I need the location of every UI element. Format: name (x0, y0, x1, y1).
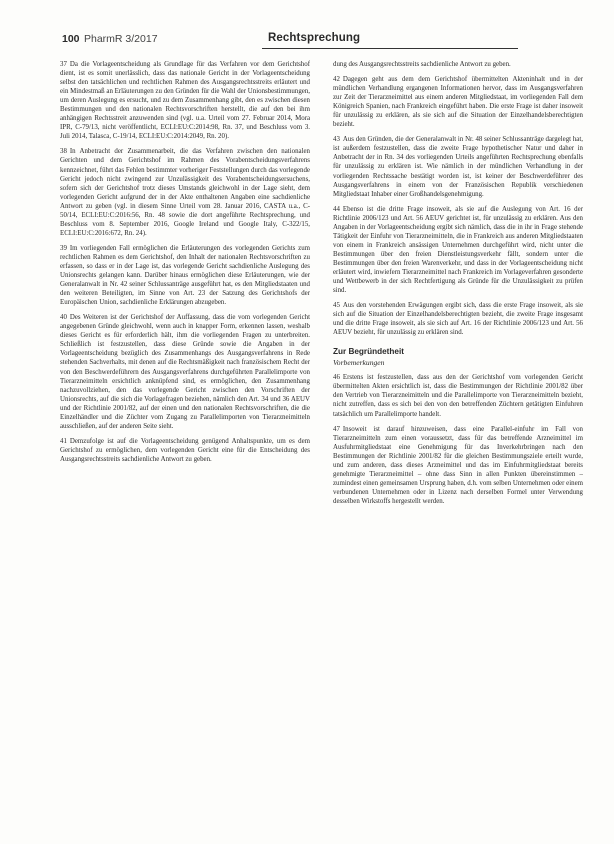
paragraph-text: Erstens ist festzustellen, dass aus den der Gerichtshof vom vorlegenden Gericht übermittelten Akten ersichtlich ist, dass die Bestimmungen der Richtlinie 2001/82 über den Vertrieb von Tierarzneimitteln und die Parallelimporte von Tierarzneimitteln bezieht, nicht zutreffen, dass es sich bei den von den betreffenden Züchtern getätigten Einfuhren tatsächlich um Parallelimporte handelt. (333, 374, 583, 418)
paragraph-text: Des Weiteren ist der Gerichtshof der Auffassung, dass die vom vorlegenden Gericht angegebenen Gründe gleichwohl, wenn auch in knapper Form, erkennen lassen, weshalb dieses Gericht es für erforderlich hält, ihm die vorliegenden Fragen zu unterbreiten. Schließlich ist festzustellen, dass diese Gründe sowie die Angaben in der Vorlageentscheidung bezüglich des Zusammenhangs des Ausgangsverfahrens in Rede stehenden Sachverhalts, mit denen auf die Rechtsmäßigkeit nach französischem Recht der von den Beschwerdeführern des Ausgangsverfahrens durchgeführten Parallelimporte von Tierarzneimitteln ersichtlich anknüpfend sind, es ermöglichen, den Zusammenhang nachzuvollziehen, den das vorlegende Gericht zwischen den Vorschriften der Unionsrechts, auf die sich die Vorlagefragen beziehen, nämlich den Art. 34 und 36 AEUV und der Richtlinie 2001/82, auf der einen und den nationalen Rechtsvorschriften, die die Einzelhändler und die Züchter vom Zugang zu Parallelimporten von Tierarzneimitteln ausschließen, auf der anderen Seite sieht. (60, 314, 310, 430)
paragraph-text: Ebenso ist die dritte Frage insoweit, als sie auf die Auslegung von Art. 16 der Richtlinie 2006/123 und Art. 56 AEUV gerichtet ist, für unzulässig zu erklären. Aus den Angaben in der Vorlageentscheidung ergibt sich nämlich, dass die in ihr in Frage stehende Tätigkeit der Einfuhr von Tierarzneimitteln, die in Frankreich aus anderen Mitgliedstaaten von einem in Frankreich ansässigen Unternehmen durchgeführt wird, nicht unter die Bestimmungen über den freien Dienstleistungsverkehr fällt, sondern unter die Bestimmungen über den freien Warenverkehr, und dass in der Vorlageentscheidung nicht erläutert wird, inwiefern Tierarzneimittel nach Frankreich im Vorlageverfahren gesonderte und Wettbewerb in der sich Rechtfertigung als Gründe für die Unzulässigkeit zu prüfen sind. (333, 205, 583, 295)
paragraph-number: 47 (333, 425, 340, 433)
paragraph-number: 39 (60, 244, 67, 252)
paragraph (333, 373, 583, 418)
paragraph-number: 41 (60, 437, 67, 445)
paragraph-text: Da die Vorlageentscheidung als Grundlage für das Verfahren vor dem Gerichtshof dient, ist es somit unerlässlich, dass das nationale Gericht in der Vorlageentscheidung selbst den tatsächlichen und rechtlichen Rahmen des Ausgangsrechtsstreits erläutert und ein Mindestmaß an Erläuterungen zu den Gründen für die Wahl der Unionsbestimmungen, um deren Auslegung es ersucht, und zu dem Zusammenhang gibt, den es zwischen diesen Bestimmungen und den nationalen Rechtsvorschriften herstellt, die auf den bei ihm anhängigen Rechtsstreit anzuwenden sind (vgl. u.a. Urteil vom 27. Februar 2014, Mora IPR, C-79/13, nicht veröffentlicht, ECLI:EU:C:2014:98, Rn. 37, und Beschluss vom 3. Juli 2014, Talasca, C-19/14, ECLI:EU:C:2014:2049, Rn. 20). (60, 61, 310, 141)
section-heading: Zur Begründetheit (333, 347, 404, 357)
paragraph-number: 40 (60, 314, 67, 322)
paragraph (60, 437, 310, 464)
left-column (60, 60, 310, 835)
paragraph (60, 60, 310, 141)
paragraph-text: Aus den vorstehenden Erwägungen ergibt sich, dass die erste Frage insoweit, als sie sich auf die Situation der Einzelhandelsberechtigten bezieht, die zweite Frage insgesamt und die dritte Frage insoweit, als sie sich auf Art. 16 der Richtlinie 2006/123 und Art. 56 AEUV bezieht, für unzulässig zu erklären sind. (333, 302, 583, 337)
paragraph-number: 46 (333, 374, 340, 382)
paragraph-text: dung des Ausgangsrechtsstreits sachdienliche Antwort zu geben. (333, 61, 511, 68)
paragraph (333, 205, 583, 295)
paragraph-text: Demzufolge ist auf die Vorlageentscheidung genügend Anhaltspunkte, um es dem Gerichtshof zu ermöglichen, dem vorlegenden Gericht eine für die Entscheidung des Ausgangsrechtsstreits sachdienliche Antwort zu geben. (60, 437, 310, 463)
paragraph-number: 43 (333, 136, 340, 144)
paragraph (333, 60, 583, 69)
paragraph-number: 38 (60, 148, 67, 156)
paragraph-text: Dagegen geht aus dem dem Gerichtshof übermittelten Akteninhalt und in der mündlichen Verhandlung ergangenen Informationen hervor, dass im Ausgangsverfahren zur Zeit der Tierarzneimittel aus einem anderen Mitgliedstaat, im vorliegenden Fall dem Königreich Spanien, nach Frankreich eingeführt haben. Die erste Frage ist daher insoweit für unzulässig zu erklären, als sie sich auf die Situation der Einzelhandelsberechtigten bezieht. (333, 76, 583, 129)
paragraph-number: 45 (333, 302, 340, 310)
paragraph (333, 425, 583, 506)
paragraph-text: Im vorliegenden Fall ermöglichen die Erläuterungen des vorlegenden Gerichts zum rechtlichen Rahmen es dem Gerichtshof, den Inhalt der nationalen Rechtsvorschriften zu erfassen, so dass er in der Lage ist, das vorlegende Gericht sachdienliche Auslegung des Unionsrechts gelangen kann. Darüber hinaus ermöglichen diese Erläuterungen, wie der Generalanwalt in Nr. 42 seiner Schlussanträge ausgeführt hat, es den Mitgliedstaaten und den weiteren Beteiligten, im Sinne von Art. 23 der Satzung des Gerichtshofs der Europäischen Union, sachdienliche Erklärungen abzugeben. (60, 244, 310, 307)
paragraph (60, 147, 310, 237)
paragraph-text: In Anbetracht der Zusammenarbeit, die das Verfahren zwischen den nationalen Gerichten und dem Gerichtshof im Rahmen des Vorabentscheidungsverfahrens kennzeichnet, führt das Fehlen bestimmter vorheriger Feststellungen durch das vorlegende Gericht jedoch nicht zwingend zur Unzulässigkeit des Vorabentscheidungsersuchens, sofern sich der Gerichtshof trotz dieses Umstands gleichwohl in der Lage sieht, dem vorlegenden Gericht aufgrund der in der Akte enthaltenen Angaben eine sachdienliche Antwort zu geben (vgl. in diesem Sinne Urteil vom 28. Januar 2016, CASTA u.a., C-50/14, ECLI:EU:C:2016:56, Rn. 48 sowie die dort angeführte Rechtsprechung, und Beschluss vom 8. September 2016, Google Ireland und Google Italy, C-322/15, ECLI:EU:C:2016:672, Rn. 24). (60, 148, 310, 237)
paragraph (60, 313, 310, 431)
paragraph (333, 75, 583, 129)
subsection-heading: Vorbemerkungen (333, 358, 385, 368)
right-column (333, 60, 583, 835)
paragraph-text: Insoweit ist darauf hinzuweisen, dass eine Parallel-einfuhr im Fall von Tierarzneimitteln zum einen voraussetzt, dass für das betreffende Arzneimittel im Ausfuhrmitgliedstaat eine Genehmigung für das Inverkehrbringen nach den Bestimmungen der Richtlinie 2001/82 für die gleichen Bestimmungsziele erteilt wurde, und zum anderen, dass dieses Arzneimittel und das im Einfuhrmitgliedstaat bereits genehmigte Tierarzneimittel – ohne dass Sinn in allen Punkten übereinstimmen – zumindest einen gemeinsamen Ursprung haben, d.h. vom selben Unternehmen oder einem verbundenen Unternehmen oder in Lizenz nach derselben Formel unter Verwendung desselben Wirkstoffs hergestellt werden. (333, 425, 583, 505)
paragraph-number: 42 (333, 76, 340, 84)
paragraph (333, 135, 583, 198)
paragraph-text: Aus den Gründen, die der Generalanwalt in Nr. 48 seiner Schlussanträge dargelegt hat, ist außerdem festzustellen, dass die zweite Frage hypothetischer Natur und daher in Anbetracht der in Rn. 34 des vorliegenden Urteils angeführten Rechtsprechung ebenfalls für unzulässig zu erklären ist. Wie nämlich in der mündlichen Verhandlung in der vorliegenden Rechtssache bestätigt worden ist, ist keiner der Beschwerdeführer des Ausgangsverfahrens in einem von der Französischen Republik verschiedenen Mitgliedstaat Inhaber einer Großhandelsgenehmigung. (333, 136, 583, 198)
page-number: 100 (62, 33, 80, 45)
header-rule (262, 48, 518, 49)
paragraph (60, 244, 310, 307)
section-title: Rechtsprechung (268, 32, 361, 44)
paragraph (333, 301, 583, 337)
paragraph-number: 44 (333, 205, 340, 213)
journal-citation: PharmR 3/2017 (84, 33, 158, 45)
paragraph-number: 37 (60, 61, 67, 68)
